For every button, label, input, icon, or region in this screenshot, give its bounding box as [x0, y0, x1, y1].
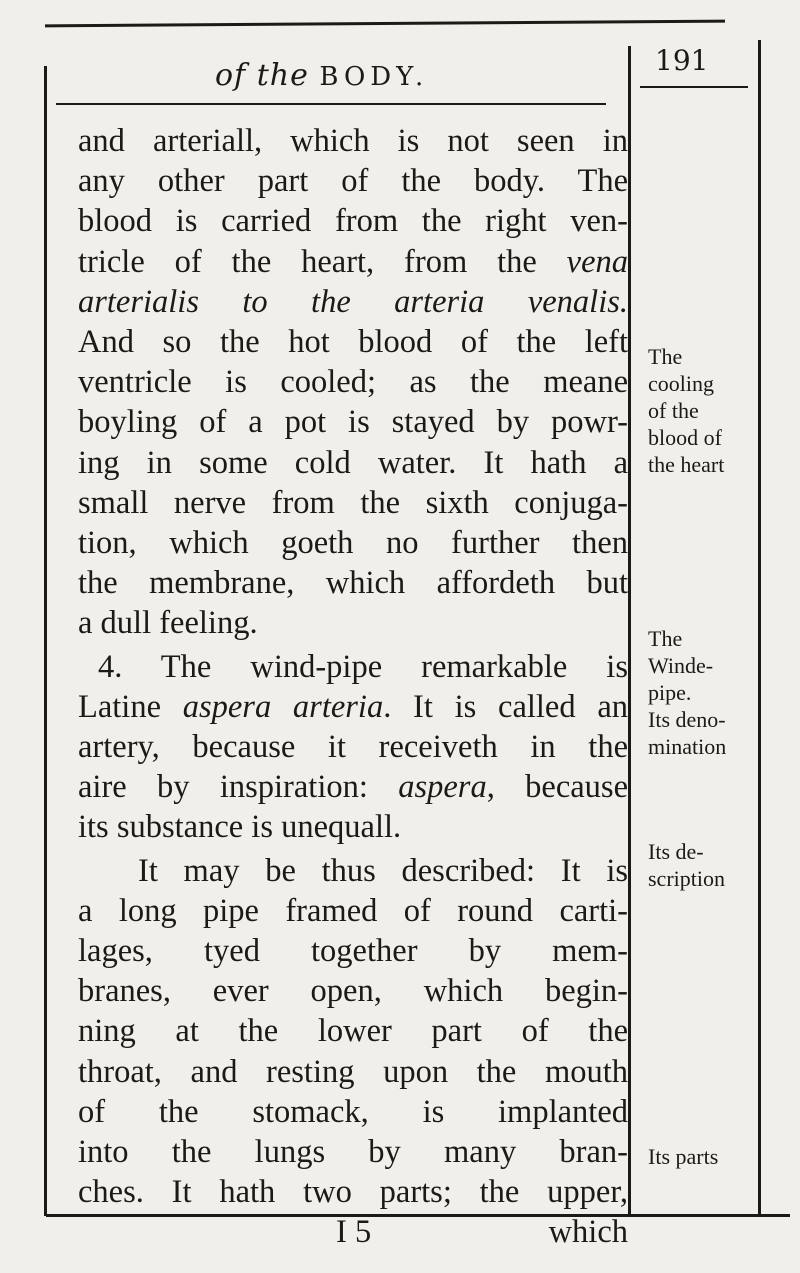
- text-line: arterialis to the arteria venalis.: [78, 283, 628, 320]
- text-line: And so the hot blood of the left: [78, 324, 628, 361]
- margin-note-line: pipe.: [648, 680, 692, 705]
- margin-note-line: The: [648, 626, 683, 651]
- main-text-column: [78, 121, 628, 1253]
- text-line: ning at the lower part of the: [78, 1013, 628, 1050]
- margin-note-line: mination: [648, 734, 727, 759]
- text-line: ventricle is cooled; as the meane: [78, 364, 628, 401]
- margin-note-line: Its parts: [648, 1144, 719, 1169]
- catchword: which: [548, 1214, 628, 1251]
- running-head-prefix: of the: [215, 58, 309, 93]
- text-line: Latine aspera arteria. It is called an: [78, 688, 628, 725]
- page-footer-line: [78, 1212, 628, 1252]
- text-line: into the lungs by many bran-: [78, 1134, 628, 1171]
- margin-note-line: Its deno-: [648, 707, 726, 732]
- margin-note-line: cooling: [648, 371, 714, 396]
- margin-note-line: blood of: [648, 425, 722, 450]
- margin-note-description: [648, 838, 788, 892]
- text-line: its substance is unequall.: [78, 809, 402, 846]
- margin-note-line: The: [648, 344, 683, 369]
- top-border-rule: [45, 20, 725, 28]
- page-number: 191: [655, 44, 709, 77]
- text-line: aire by inspiration: aspera, because: [78, 769, 628, 806]
- header-rule-folio: [640, 86, 748, 88]
- paragraph-blood-cooling: [78, 121, 628, 644]
- text-line: 4. The wind-pipe remarkable is: [98, 648, 628, 685]
- running-head-title: BODY.: [319, 62, 429, 92]
- text-line: a dull feeling.: [78, 605, 258, 642]
- margin-note-line: Winde-: [648, 653, 714, 678]
- left-border-rule: [44, 66, 47, 1216]
- text-line: blood is carried from the right ven-: [78, 203, 628, 240]
- paragraph-description: [78, 851, 628, 1213]
- text-line: of the stomack, is implanted: [78, 1093, 628, 1130]
- text-line: a long pipe framed of round carti-: [78, 892, 628, 929]
- header-rule-main: [56, 103, 606, 105]
- text-line: lages, tyed together by mem-: [78, 933, 628, 970]
- running-head: [215, 58, 428, 93]
- margin-note-parts: [648, 1143, 788, 1170]
- paragraph-windpipe: [78, 647, 628, 848]
- column-divider-rule: [628, 46, 631, 1216]
- margin-note-line: scription: [648, 866, 725, 891]
- text-line: artery, because it receiveth in the: [78, 729, 628, 766]
- signature-mark: I 5: [336, 1214, 372, 1251]
- text-line: It may be thus described: It is: [138, 852, 628, 889]
- margin-note-line: of the: [648, 398, 699, 423]
- text-line: tion, which goeth no further then: [78, 525, 628, 562]
- text-line: tricle of the heart, from the vena: [78, 243, 628, 280]
- text-line: the membrane, which affordeth but: [78, 565, 628, 602]
- text-line: ing in some cold water. It hath a: [78, 444, 628, 481]
- text-line: any other part of the body. The: [78, 163, 628, 200]
- text-line: small nerve from the sixth conjuga-: [78, 484, 628, 521]
- margin-note-line: Its de-: [648, 839, 704, 864]
- margin-note-line: the heart: [648, 452, 725, 477]
- margin-note-cooling: [648, 343, 788, 478]
- margin-note-windpipe: [648, 625, 788, 760]
- text-line: and arteriall, which is not seen in: [78, 123, 628, 159]
- text-line: ches. It hath two parts; the upper,: [78, 1174, 628, 1211]
- text-line: throat, and resting upon the mouth: [78, 1053, 628, 1090]
- text-line: boyling of a pot is stayed by powr-: [78, 404, 628, 441]
- text-line: branes, ever open, which begin-: [78, 973, 628, 1010]
